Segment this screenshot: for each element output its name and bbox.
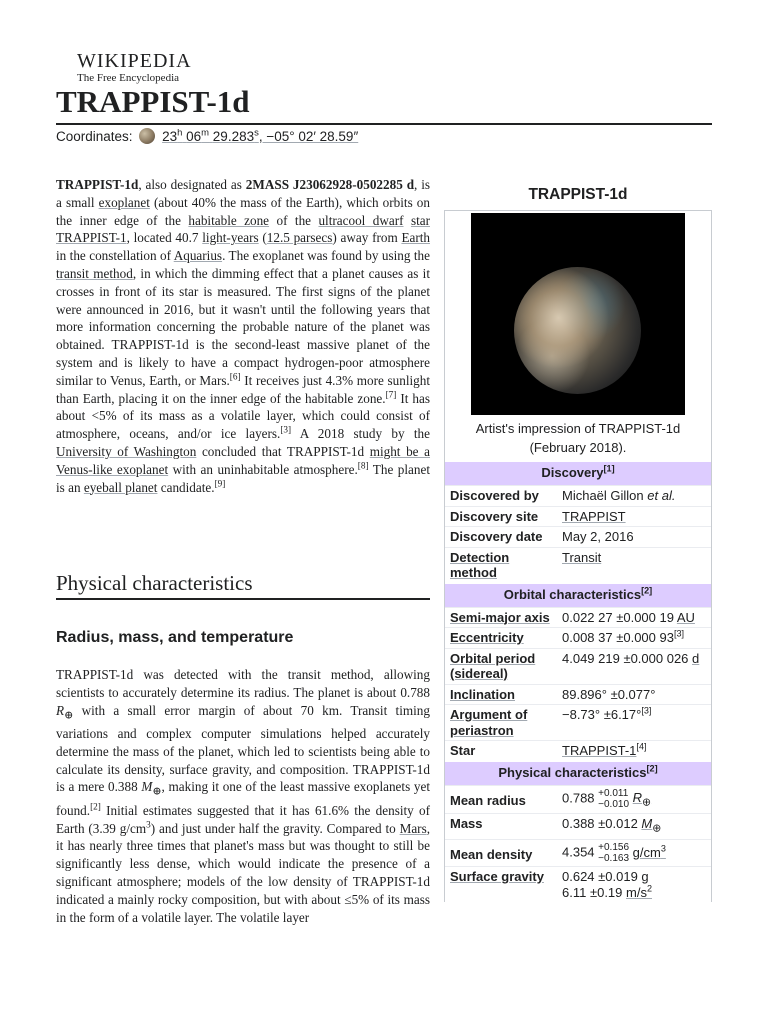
infobox-row-semi-major-axis: Semi-major axis 0.022 27 ±0.000 19 AU [445, 607, 711, 628]
link-aquarius[interactable]: Aquarius [173, 248, 223, 264]
link-mars[interactable]: Mars [399, 820, 427, 836]
infobox-image[interactable] [471, 213, 685, 415]
link-inclination[interactable]: Inclination [450, 686, 515, 702]
infobox-row-star: Star TRAPPIST-1[4] [445, 740, 711, 761]
infobox-row-inclination: Inclination 89.896° ±0.077° [445, 684, 711, 705]
page-title: TRAPPIST-1d [56, 84, 250, 119]
link-light-years[interactable]: light-years [202, 230, 259, 246]
infobox-table [444, 210, 712, 902]
link-transit[interactable]: Transit [562, 549, 602, 565]
ref-6[interactable]: [6] [229, 371, 241, 382]
subsection-heading-radius: Radius, mass, and temperature [56, 629, 294, 646]
infobox-row-detection-method [445, 547, 711, 583]
infobox-caption: Artist's impression of TRAPPIST-1d (February 2018). [475, 421, 681, 455]
lead-paragraph: TRAPPIST-1d, also designated as 2MASS J23062928-0502285 d, is a small exoplanet (about 40% the mass of the Earth), which orbits on the inner edge of the habitable zone of the ultracool dwarf star TRAPPIST-1, located 40.7 light-years (12.5 parsecs) away from Earth in the constellation of Aquarius. The exoplanet was found by using the transit method, in which the dimming effect that a planet causes as it crosses in front of its star is measured. The first signs of the planet were announced in 2016, but it wasn't until the following years that more information concerning the probable nature of the planet was obtained. TRAPPIST-1d is the second-least massive planet of the system and is likely to have a compact hydrogen-poor atmosphere similar to Venus, Earth, or Mars.[6] It receives just 4.3% more sunlight than Earth, placing it on the inner edge of the habitable zone.[7] It has about <5% of its mass as a volatile layer, which could consist of atmosphere, oceans, and/or ice layers.[3] A 2018 study by the University of Washington concluded that TRAPPIST-1d might be a Venus-like exoplanet with an uninhabitable atmosphere.[8] The planet is an eyeball planet candidate.[9] [56, 177, 431, 495]
link-eyeball-planet[interactable]: eyeball planet [83, 479, 158, 495]
infobox-section-orbital: Orbital characteristics[2] [445, 583, 711, 607]
infobox-section-physical: Physical characteristics[2] [445, 761, 711, 785]
infobox-row-argument-of-periastron: Argument of periastron −8.73° ±6.17°[3] [445, 704, 711, 740]
logo-tagline: The Free Encyclopedia [77, 72, 180, 84]
physical-paragraph: TRAPPIST-1d was detected with the transit method, allowing scientists to accurately determine its radius. The planet is about 0.788 $R_\oplus$ with a small error margin of about 70 km. Transit timing variations and complex computer simulations helped accurately determine the mass of the planet, which led to scientists being able to calculate its density, surface gravity, and composition. TRAPPIST-1d is a mere 0.388 $M_\oplus$, making it one of the least massive exoplanets yet found.[2] Initial estimates suggested that it has 61.6% the density of Earth (3.39 $g/cm^3$) and just under half the gravity. Compared to Mars, it has nearly three times that planet's mass but was thought to still be significantly less dense, which would indicate the presence of a significant atmosphere; models of the low density of TRAPPIST-1d indicated a mainly rocky composition, but with about ≤5% of its mass in the form of a volatile layer. The volatile layer [56, 667, 430, 925]
link-habitable-zone[interactable]: habitable zone [188, 212, 270, 228]
wikipedia-logo[interactable] [77, 50, 192, 84]
link-au[interactable]: AU [676, 609, 695, 625]
ref-7[interactable]: [7] [385, 389, 397, 400]
infobox-title: TRAPPIST-1d [528, 186, 628, 203]
link-star[interactable]: star [410, 212, 430, 228]
infobox [444, 182, 712, 902]
section-heading-physical: Physical characteristics [56, 571, 253, 595]
infobox-row-discovery-site: Discovery site TRAPPIST [445, 506, 711, 527]
ref-8[interactable]: [8] [357, 460, 369, 471]
link-density-unit[interactable]: $g/cm^3$ [632, 843, 666, 860]
link-venus-like[interactable]: might be a Venus-like exoplanet [56, 443, 431, 477]
coordinates-value[interactable]: 23$^h$ 06$^m$ $29.283^s$, −05° 02′ 28.59″ [162, 127, 359, 144]
link-transit-method[interactable]: transit method [56, 265, 133, 281]
infobox-row-discovered-by: Discovered by Michaël Gillon et al. [445, 485, 711, 506]
link-trappist-telescope[interactable]: TRAPPIST [562, 508, 626, 524]
link-surface-gravity[interactable]: Surface gravity [450, 869, 544, 885]
infobox-row-mass: Mass 0.388 ±0.012 $M_\oplus$ [445, 813, 711, 839]
ref-9[interactable]: [9] [214, 478, 226, 489]
link-trappist-1[interactable]: TRAPPIST-1 [56, 230, 127, 246]
infobox-row-surface-gravity: Surface gravity 0.624 ±0.019 g 6.11 ±0.19 $m/s^2$ [445, 866, 711, 902]
ref-2[interactable]: [2] [90, 801, 101, 812]
planet-illustration [514, 267, 641, 394]
link-university-of-washington[interactable]: University of Washington [56, 443, 197, 459]
link-gravity-unit[interactable]: $m/s^2$ [626, 883, 653, 900]
coordinates-label: Coordinates: [56, 129, 133, 144]
infobox-row-mean-density: Mean density 4.354 +0.156 −0.163 $g/cm^3$ [445, 839, 711, 866]
link-argument-of-periastron[interactable]: Argument of periastron [450, 707, 528, 738]
link-earth-mass[interactable]: $M_\oplus$ [641, 816, 662, 835]
link-orbital-period[interactable]: Orbital period (sidereal) [450, 650, 536, 681]
link-semi-major-axis[interactable]: Semi-major axis [450, 609, 550, 625]
link-day[interactable]: d [692, 650, 700, 666]
ref-1[interactable]: [1] [603, 463, 615, 474]
link-parsecs[interactable]: 12.5 parsecs [266, 230, 333, 246]
link-star-trappist-1[interactable]: TRAPPIST-1 [562, 743, 637, 758]
link-earth-radius[interactable]: $R_\oplus$ [632, 789, 652, 809]
section-divider [56, 598, 430, 600]
ref-3[interactable]: [3] [280, 424, 292, 435]
infobox-row-eccentricity: Eccentricity 0.008 37 ±0.000 93[3] [445, 627, 711, 648]
coordinates [56, 127, 358, 147]
logo-wordmark: WIKIPEDIA [77, 50, 192, 72]
infobox-row-discovery-date: Discovery date May 2, 2016 [445, 526, 711, 547]
infobox-row-orbital-period: Orbital period (sidereal) 4.049 219 ±0.000 026 d [445, 648, 711, 684]
title-divider [56, 123, 712, 125]
infobox-row-mean-radius: Mean radius 0.788 +0.011 −0.010 $R_\oplus$ [445, 785, 711, 814]
globe-icon[interactable] [139, 128, 155, 144]
link-earth[interactable]: Earth [401, 230, 430, 246]
link-detection-method[interactable]: Detection method [450, 549, 510, 580]
link-exoplanet[interactable]: exoplanet [98, 194, 150, 210]
link-eccentricity[interactable]: Eccentricity [450, 630, 524, 645]
link-ultracool-dwarf[interactable]: ultracool dwarf [318, 212, 404, 228]
infobox-section-discovery: Discovery[1] [445, 461, 711, 485]
